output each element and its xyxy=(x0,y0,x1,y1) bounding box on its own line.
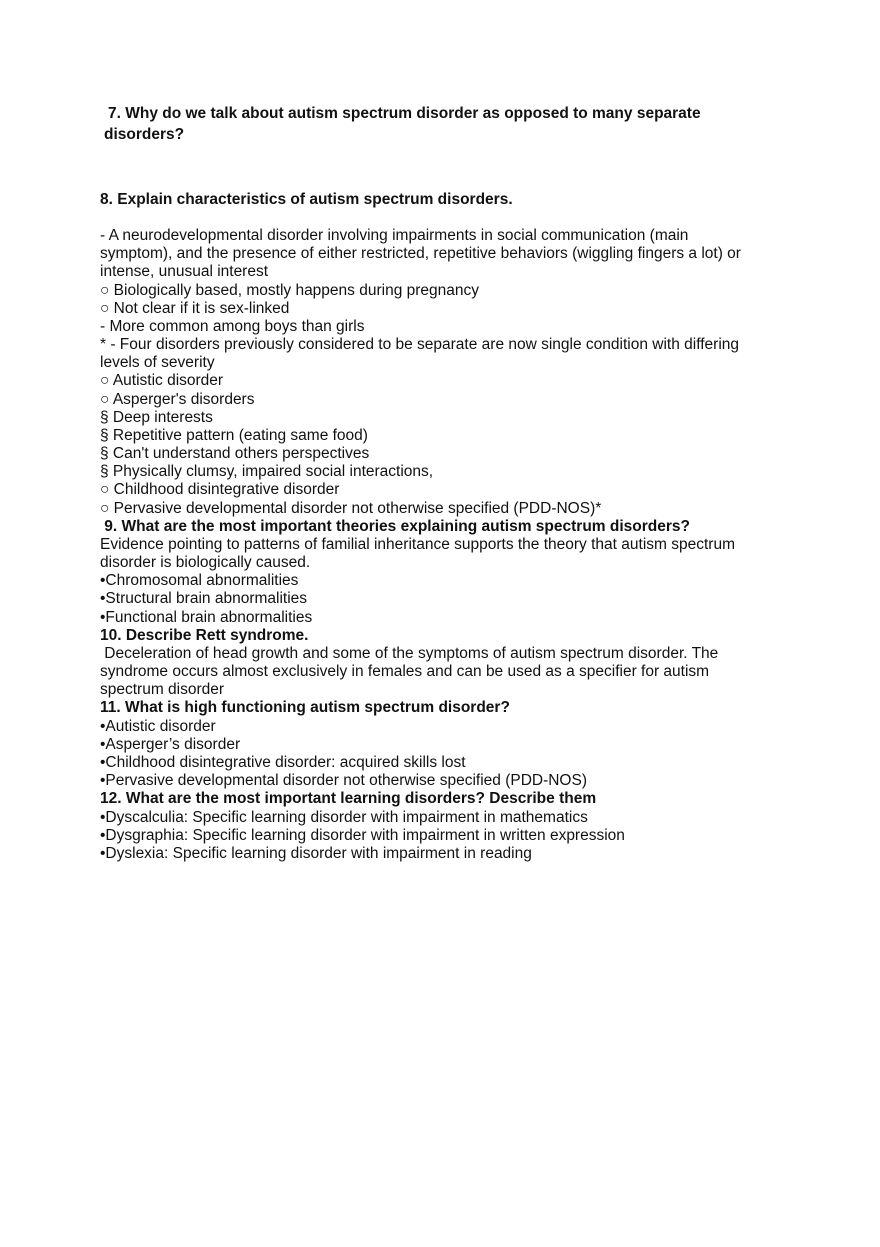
body-text-line: § Can't understand others perspectives xyxy=(100,445,370,463)
body-text-line: * - Four disorders previously considered to be separate are now single condition with differing xyxy=(100,336,740,354)
body-text-line: •Pervasive developmental disorder not otherwise specified (PDD-NOS) xyxy=(100,772,587,790)
body-text-line: intense, unusual interest xyxy=(100,263,269,281)
body-text-line: Deceleration of head growth and some of the symptoms of autism spectrum disorder. The xyxy=(100,644,719,662)
question-heading: 9. What are the most important theories explaining autism spectrum disorders? xyxy=(100,517,690,535)
body-text-line: •Functional brain abnormalities xyxy=(100,608,313,626)
body-text-line: ○ Childhood disintegrative disorder xyxy=(100,481,340,499)
body-text-line: ○ Biologically based, mostly happens during pregnancy xyxy=(100,281,480,299)
body-text-line: •Chromosomal abnormalities xyxy=(100,572,299,590)
body-text-line: •Childhood disintegrative disorder: acquired skills lost xyxy=(100,753,466,771)
document-body xyxy=(100,227,741,863)
body-text-line: Evidence pointing to patterns of familial inheritance supports the theory that autism spectrum xyxy=(100,535,735,553)
body-text-line: disorder is biologically caused. xyxy=(100,554,311,572)
body-text-line: - More common among boys than girls xyxy=(100,317,365,335)
question-heading: 10. Describe Rett syndrome. xyxy=(100,626,309,644)
body-text-line: ○ Asperger's disorders xyxy=(100,390,255,408)
body-text-line: ○ Not clear if it is sex-linked xyxy=(100,299,290,317)
body-text-line: •Autistic disorder xyxy=(100,717,216,735)
body-text-line: symptom), and the presence of either restricted, repetitive behaviors (wiggling fingers a lot) or xyxy=(100,245,741,263)
body-text-line: § Physically clumsy, impaired social interactions, xyxy=(100,463,434,481)
body-text-line: - A neurodevelopmental disorder involving impairments in social communication (main xyxy=(100,227,689,244)
body-text-line: •Dyslexia: Specific learning disorder with impairment in reading xyxy=(100,844,532,862)
question-7-heading xyxy=(104,103,701,145)
body-text-line: § Deep interests xyxy=(100,408,213,426)
body-text-line: •Structural brain abnormalities xyxy=(100,590,308,608)
body-text-line: •Dysgraphia: Specific learning disorder with impairment in written expression xyxy=(100,826,625,844)
body-text-line: syndrome occurs almost exclusively in females and can be used as a specifier for autism xyxy=(100,663,710,681)
body-text-line: ○ Pervasive developmental disorder not otherwise specified (PDD-NOS)* xyxy=(100,499,602,517)
question-heading: 11. What is high functioning autism spectrum disorder? xyxy=(100,699,510,717)
question-7-line: disorders? xyxy=(104,126,185,143)
question-heading: 12. What are the most important learning disorders? Describe them xyxy=(100,790,597,808)
body-text-line: •Dyscalculia: Specific learning disorder with impairment in mathematics xyxy=(100,808,588,826)
body-text-line: ○ Autistic disorder xyxy=(100,372,224,390)
question-8-heading: 8. Explain characteristics of autism spectrum disorders. xyxy=(100,191,513,208)
body-text-line: levels of severity xyxy=(100,354,215,372)
body-text-line: •Asperger’s disorder xyxy=(100,735,241,753)
body-text-line: § Repetitive pattern (eating same food) xyxy=(100,426,368,444)
question-7-line: 7. Why do we talk about autism spectrum disorder as opposed to many separate xyxy=(108,105,701,122)
body-text-line: spectrum disorder xyxy=(100,681,225,699)
